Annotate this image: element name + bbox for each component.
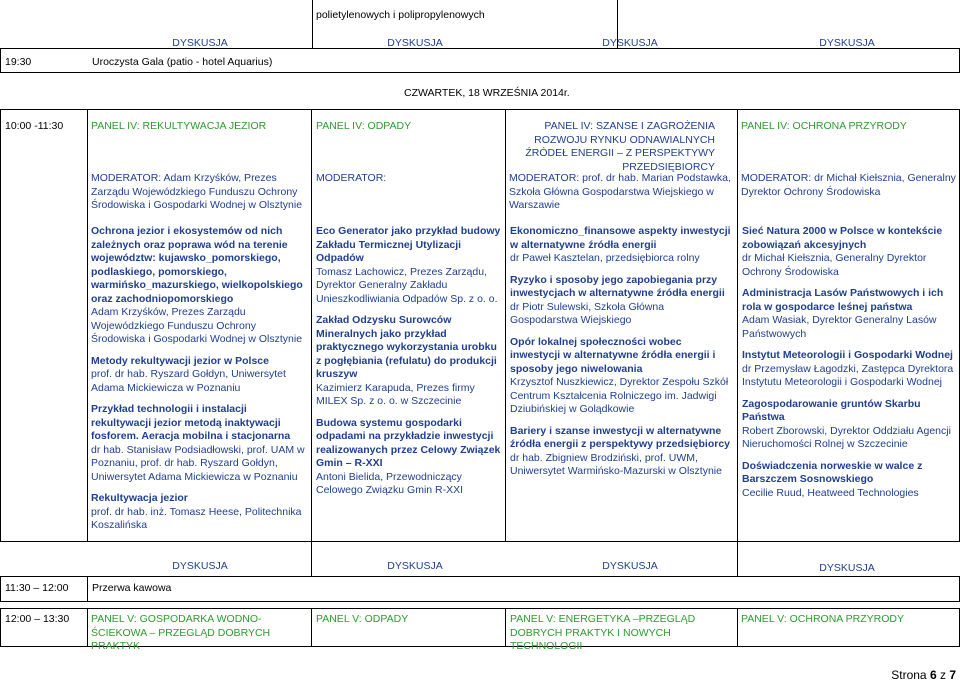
nature-talk-1-title: Sieć Natura 2000 w Polsce w kontekście zobowiązań akcesyjnych <box>742 225 943 251</box>
lakes-talk-3-speaker: dr hab. Stanisław Podsiadłowski, prof. UAM w Poznaniu, prof. dr hab. Ryszard Gołdyn, Uniwersytet Adama Mickiewicza w Poznaniu <box>91 443 305 483</box>
dyskusja-8: DYSKUSJA <box>819 562 875 574</box>
energy-talk-1-speaker: dr Paweł Kasztelan, przedsiębiorca rolny <box>510 252 700 264</box>
nature-talk-2-title: Administracja Lasów Państwowych i ich rola w gospodarce leśnej państwa <box>742 287 944 313</box>
lakes-talk-3-title: Przykład technologii i instalacji rekultywacji jezior metodą inaktywacji fosforem. Aeracja mobilna i stacjonarna <box>91 403 291 442</box>
session2-panel-waste: PANEL V: ODPADY <box>316 613 409 625</box>
lakes-talk-4-speaker: prof. dr hab. inż. Tomasz Heese, Politechnika Koszalińska <box>91 505 302 531</box>
session1-panel-nature: PANEL IV: OCHRONA PRZYRODY <box>741 120 907 132</box>
nature-talk-3-speaker: dr Przemysław Łagodzki, Zastępca Dyrektora Instytutu Meteorologii i Gospodarki Wodnej <box>742 362 954 388</box>
page-number <box>891 668 956 682</box>
top-fragment: polietylenowych i polipropylenowych <box>316 9 485 21</box>
energy-talk-4-speaker: dr hab. Zbigniew Brodziński, prof. UWM, Uniwersytet Warmińsko-Mazurski w Olsztynie <box>510 451 722 477</box>
nature-talk-4-speaker: Robert Zborowski, Dyrektor Oddziału Agencji Nieruchomości Rolnej w Szczecinie <box>742 424 951 450</box>
nature-talk-5-speaker: Cecilie Ruud, Heatweed Technologies <box>742 486 919 499</box>
lakes-talk-2-title: Metody rekultywacji jezior w Polsce <box>91 354 269 367</box>
session1-panel-lakes: PANEL IV: REKULTYWACJA JEZIOR <box>91 120 267 132</box>
energy-talk-2-speaker: dr Piotr Sulewski, Szkoła Główna Gospodarstwa Wiejskiego <box>510 300 665 326</box>
nature-talk-4-title: Zagospodarowanie gruntów Skarbu Państwa <box>742 397 921 423</box>
energy-talks <box>510 225 734 487</box>
nature-talk-5-title: Doświadczenia norweskie w walce z Barszczem Sosnowskiego <box>742 459 923 485</box>
session2-time: 12:00 – 13:30 <box>5 613 70 625</box>
waste-talk-3-speaker: Antoni Bielida, Przewodniczący Celowego Związku Gmin R-XXI <box>316 470 464 496</box>
dyskusja-5: DYSKUSJA <box>172 560 228 572</box>
gala-time: 19:30 <box>5 56 32 68</box>
waste-talk-2-speaker: Kazimierz Karapuda, Prezes firmy MILEX Sp. z o. o. w Szczecinie <box>316 381 475 407</box>
energy-talk-1-title: Ekonomiczno_finansowe aspekty inwestycji w alternatywne źródła energii <box>510 225 731 251</box>
nature-talk-3-title: Instytut Meteorologii i Gospodarki Wodnej <box>742 349 953 361</box>
coffee-time: 11:30 – 12:00 <box>5 582 69 594</box>
page-label: Strona <box>891 668 927 682</box>
gala-title: Uroczysta Gala (patio - hotel Aquarius) <box>92 56 273 68</box>
lakes-talk-1-title: Ochrona jezior i ekosystemów od nich zależnych oraz poprawa wód na terenie województw: kujawsko_pomorskiego, podlaskiego, pomorskiego, warmińsko_mazurskiego, wielkopolskiego oraz zachodniopomorskiego <box>91 225 303 305</box>
energy-talk-4-title: Bariery i szanse inwestycji w alternatywne źródła energii z perspektywy przedsiębiorcy <box>510 424 730 450</box>
energy-talk-3-speaker: Krzysztof Nuszkiewicz, Dyrektor Zespołu Szkół Centrum Kształcenia Rolniczego im. Jadwigi Dziubińskiej w Golądkowie <box>510 376 729 415</box>
waste-talk-1-speaker: Tomasz Lachowicz, Prezes Zarządu, Dyrektor Generalny Zakładu Unieszkodliwiania Odpadów Sp. z o. o. <box>316 265 498 305</box>
total-pages: 7 <box>949 668 956 682</box>
current-page: 6 <box>929 668 937 682</box>
dyskusja-3: DYSKUSJA <box>602 37 658 49</box>
energy-talk-2-title: Ryzyko i sposoby jego zapobiegania przy inwestycjach w alternatywne źródła energii <box>510 273 725 299</box>
session2-panel-water: PANEL V: GOSPODARKA WODNO-ŚCIEKOWA – PRZEGLĄD DOBRYCH PRAKTYK <box>91 613 271 652</box>
waste-talk-1-title: Eco Generator jako przykład budowy Zakładu Termicznej Utylizacji Odpadów <box>316 225 501 264</box>
session2-panel-nature: PANEL V: OCHRONA PRZYRODY <box>741 613 904 625</box>
nature-talks <box>742 225 956 508</box>
lakes-talk-2-speaker: prof. dr hab. Ryszard Gołdyn, Uniwersytet Adama Mickiewicza w Poznaniu <box>91 368 286 394</box>
day-header: CZWARTEK, 18 WRZEŚNIA 2014r. <box>404 87 570 99</box>
lakes-talk-1-speaker: Adam Krzyśków, Prezes Zarządu Wojewódzkiego Funduszu Ochrony Środowiska i Gospodarki Wodnej w Olsztynie <box>91 306 303 345</box>
lakes-talk-4-title: Rekultywacja jezior <box>91 492 188 504</box>
moderator-waste: MODERATOR: <box>316 172 387 184</box>
dyskusja-7: DYSKUSJA <box>602 560 658 572</box>
page-of: z <box>939 668 946 682</box>
session1-panel-energy: PANEL IV: SZANSE I ZAGROŻENIA ROZWOJU RYNKU ODNAWIALNYCH ŹRÓDEŁ ENERGII – Z PERSPEKTYWY PRZEDSIĘBIORCY <box>525 120 715 173</box>
moderator-lakes: MODERATOR: Adam Krzyśków, Prezes Zarządu Wojewódzkiego Funduszu Ochrony Środowiska i Gospodarki Wodnej w Olsztynie <box>91 172 303 211</box>
moderator-nature: MODERATOR: dr Michał Kiełsznia, Generalny Dyrektor Ochrony Środowiska <box>741 172 956 198</box>
moderator-energy: MODERATOR: prof. dr hab. Marian Podstawka, Szkoła Główna Gospodarstwa Wiejskiego w Warszawie <box>509 172 731 211</box>
waste-talks <box>316 225 504 506</box>
dyskusja-4: DYSKUSJA <box>819 37 875 49</box>
waste-talk-3-title: Budowa systemu gospodarki odpadami na przykładzie inwestycji realizowanych przez Celowy Związek Gmin – R-XXI <box>316 416 501 469</box>
energy-talk-3-title: Opór lokalnej społeczności wobec inwestycji w alternatywne źródła energii i sposoby jego niwelowania <box>510 335 716 375</box>
session1-panel-waste: PANEL IV: ODPADY <box>316 120 412 132</box>
nature-talk-1-speaker: dr Michał Kiełsznia, Generalny Dyrektor Ochrony Środowiska <box>742 252 927 278</box>
dyskusja-1: DYSKUSJA <box>172 37 228 49</box>
waste-talk-2-title: Zakład Odzysku Surowców Mineralnych jako przykład praktycznego wykorzystania urobku z pogłębiania (refulatu) do produkcji kruszyw <box>316 314 497 380</box>
nature-talk-2-speaker: Adam Wasiak, Dyrektor Generalny Lasów Państwowych <box>742 314 937 340</box>
dyskusja-2: DYSKUSJA <box>387 37 443 49</box>
dyskusja-6: DYSKUSJA <box>387 560 443 572</box>
session1-time: 10:00 -11:30 <box>5 120 64 132</box>
coffee-title: Przerwa kawowa <box>92 582 172 594</box>
session2-panel-energy: PANEL V: ENERGETYKA –PRZEGLĄD DOBRYCH PRAKTYK I NOWYCH TECHNOLOGII <box>510 613 696 652</box>
lakes-talks <box>91 225 309 541</box>
